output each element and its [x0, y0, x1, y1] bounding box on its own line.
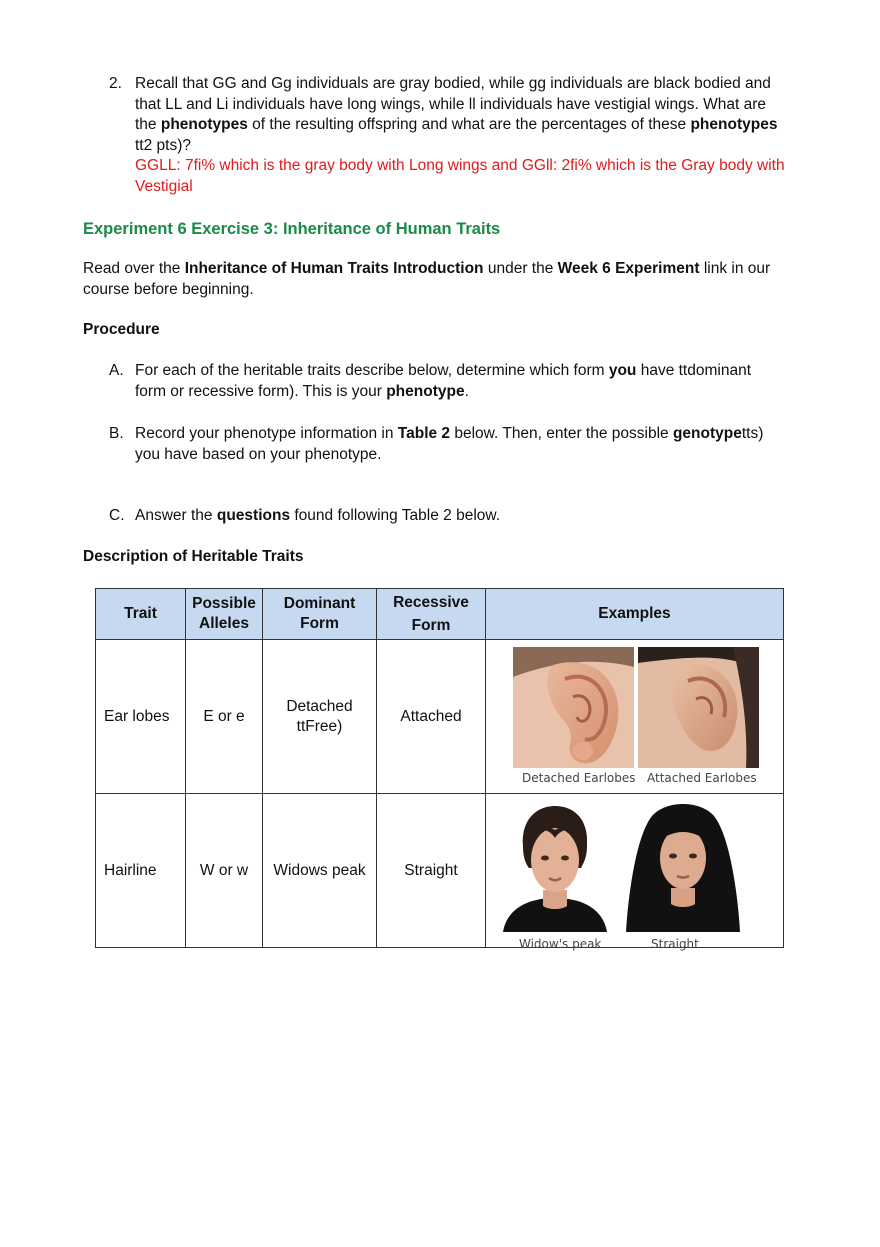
- step-c-label: C.: [109, 507, 125, 524]
- cell-recessive: Straight: [377, 794, 486, 948]
- cell-trait: Hairline: [96, 794, 186, 948]
- question-line: that LL and Li individuals have long wings, while ll individuals have vestigial wings. What are: [135, 95, 766, 113]
- step-c-text: Answer the questions found following Table 2 below.: [135, 507, 501, 524]
- section-heading: Experiment 6 Exercise 3: Inheritance of Human Traits: [83, 220, 501, 238]
- table-row: [96, 640, 784, 794]
- caption-detached: Detached Earlobes: [522, 771, 636, 785]
- cell-examples: [486, 794, 784, 951]
- question-line: Recall that GG and Gg individuals are gray bodied, while gg individuals are black bodied and: [135, 75, 771, 92]
- step-b-label: B.: [109, 425, 124, 442]
- header-trait: Trait: [96, 589, 186, 640]
- answer-line: GGLL: 7fi% which is the gray body with Long wings and GGll: 2fi% which is the Gray body with: [135, 157, 785, 174]
- question-line: tt2 pts)?: [135, 136, 191, 154]
- cell-examples: [486, 640, 784, 794]
- answer-line: Vestigial: [135, 177, 193, 195]
- widows-peak-photo: [493, 798, 617, 932]
- question-line: the phenotypes of the resulting offspring and what are the percentages of these phenotypes: [135, 116, 778, 133]
- table-header-row: [96, 589, 784, 640]
- procedure-title: Procedure: [83, 321, 160, 338]
- detached-earlobe-photo: [513, 647, 634, 768]
- step-a-label: A.: [109, 362, 124, 379]
- question-2-text: [135, 74, 815, 197]
- caption-widows-peak: Widow's peak: [519, 937, 602, 951]
- list-number: 2.: [109, 75, 122, 92]
- cell-trait: Ear lobes: [96, 640, 186, 794]
- cell-alleles: E or e: [186, 640, 263, 794]
- step-b-text: Record your phenotype information in Table 2 below. Then, enter the possible genotypetts) you have based on your phenotype.: [135, 425, 764, 463]
- attached-earlobe-photo: [638, 647, 759, 768]
- caption-straight: Straight: [651, 937, 699, 951]
- caption-attached: Attached Earlobes: [647, 771, 757, 785]
- header-recessive: Recessive Form: [377, 589, 486, 640]
- straight-hairline-photo: [622, 796, 744, 932]
- step-a-text: For each of the heritable traits describe below, determine which form you have ttdominant form or recessive form). This is your phenotype.: [135, 362, 752, 400]
- cell-recessive: Attached: [377, 640, 486, 794]
- header-alleles: Possible Alleles: [186, 589, 263, 640]
- table-row: [96, 794, 784, 948]
- cell-dominant: Detached ttFree): [263, 640, 377, 794]
- intro-paragraph: Read over the Inheritance of Human Traits Introduction under the Week 6 Experiment link in our course before beginning.: [83, 260, 771, 298]
- description-title: Description of Heritable Traits: [83, 548, 304, 565]
- cell-dominant: Widows peak: [263, 794, 377, 948]
- cell-alleles: W or w: [186, 794, 263, 948]
- header-examples: Examples: [486, 589, 784, 640]
- heritable-traits-table: [95, 588, 784, 951]
- header-dominant: Dominant Form: [263, 589, 377, 640]
